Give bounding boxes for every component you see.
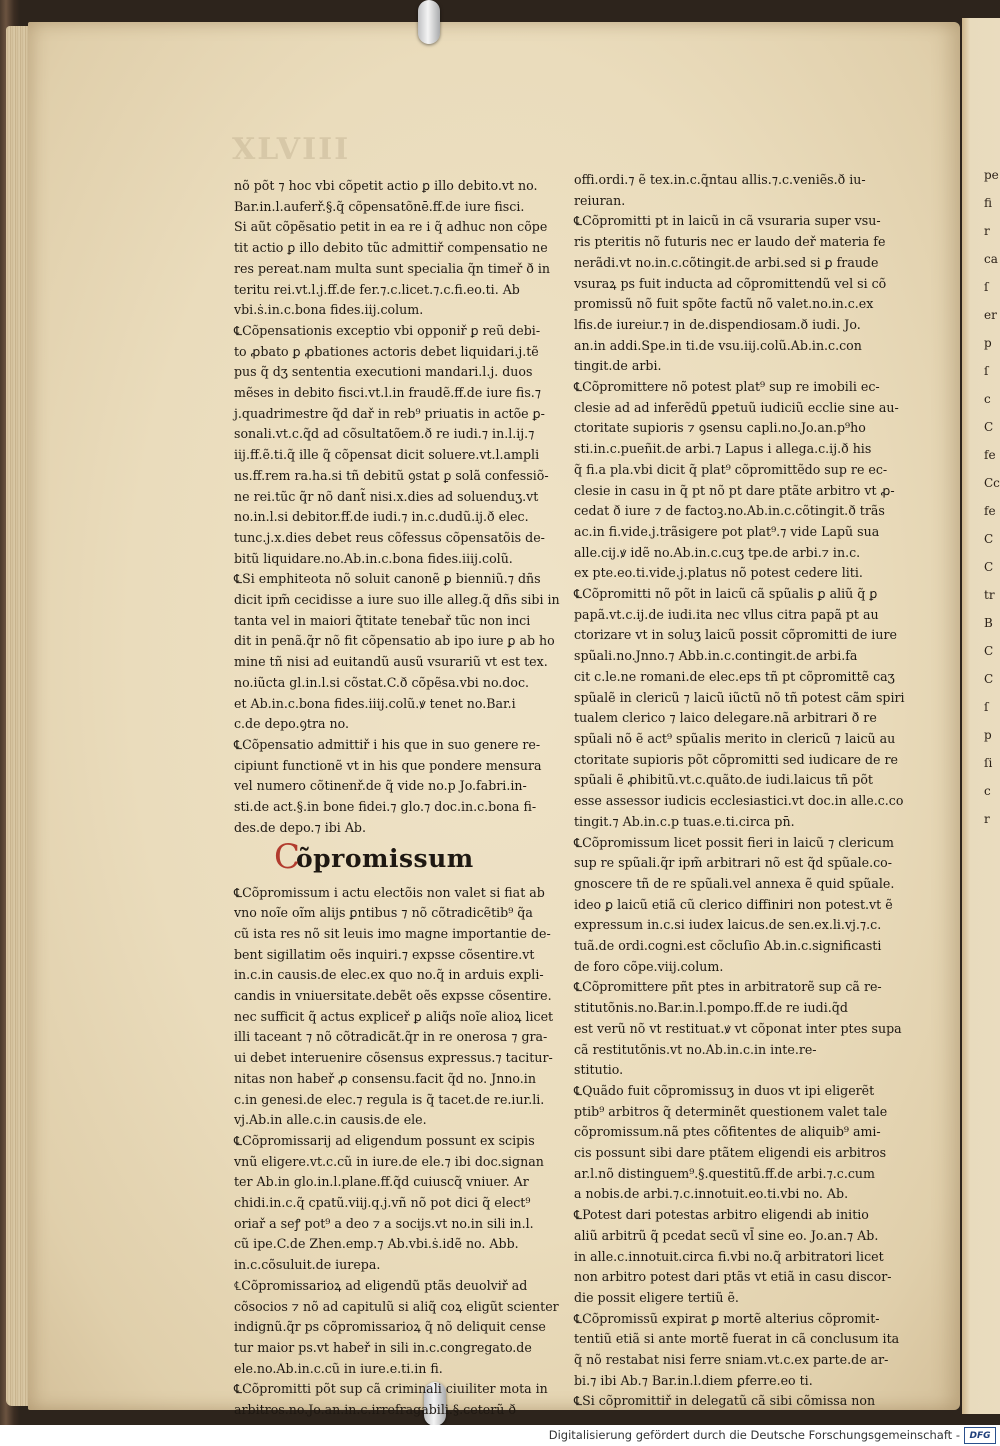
text-line: papã.vt.c.ij.de iudi.ita nec vllus citra papã pt au	[574, 606, 879, 622]
facing-page-fragment: fe	[984, 448, 996, 462]
text-line: cedat ð iure ⁊ de factoꝫ.no.Ab.in.c.cõtingit.ð trãs	[574, 503, 885, 519]
facing-page-fragment: ſ	[984, 280, 989, 294]
text-line: nerãdi.vt no.in.c.cõtingit.de arbi.sed si ꝑ fraude	[574, 254, 879, 270]
text-line: no.iũcta gl.in.l.si cõstat.C.ð cõpẽsa.vbi no.doc.	[234, 674, 530, 690]
text-line: j.quadrimestre q̃d dař in reb⁹ priuatis in actõe ꝑ-	[234, 405, 545, 421]
text-line: indignũ.q̃r ps cõpromissarioꝝ q̃ nõ deliquit cense	[234, 1319, 546, 1335]
text-line: spũalẽ in clericũ ⁊ laicũ iũctũ nõ tñ potest cãm spiri	[574, 689, 905, 705]
text-line: offi.ordi.⁊ ẽ tex.in.c.q̃ntau allis.⁊.c.veniẽs.ð iu-	[574, 172, 866, 187]
text-line: ℄Cõpromissũ expirat ꝑ mortẽ alterius cõpromit-	[574, 1310, 880, 1326]
text-line: sonali.vt.c.q̃d ad cõsultatõem.ð re iudi.⁊ in.l.ij.⁊	[234, 426, 535, 442]
text-line: ℄Si cõpromittiř in delegatũ cã sibi cõmissa non	[574, 1393, 876, 1409]
text-line: a nobis.de arbi.⁊.c.innotuit.eo.ti.vbi no. Ab.	[574, 1186, 849, 1202]
running-head-folio: XLVIII	[232, 132, 351, 167]
text-line: clesie in casu in q̃ pt nõ pt dare ptãte arbitro vt ꝓ-	[574, 482, 895, 498]
facing-page-fragment: tr	[984, 588, 995, 602]
facing-page-fragment: er	[984, 308, 997, 322]
left-column-lower-text	[234, 883, 559, 1421]
page-clip-top	[418, 0, 440, 44]
text-line: des.de depo.⁊ ibi Ab.	[234, 819, 366, 835]
text-line: ideo ꝑ laicũ etiã cũ clerico diffiniri non potest.vt ẽ	[574, 896, 893, 912]
text-line: ele.no.Ab.in.c.cũ in iure.e.ti.in fi.	[234, 1360, 443, 1376]
text-line: clesie ad ad inferẽdũ ꝑpetuũ iudiciũ ecclie sine au-	[574, 399, 899, 415]
text-line: ℄Cõpensationis exceptio vbi opponiř ꝑ reũ debi-	[234, 322, 541, 338]
text-line: q̃ fi.a pla.vbi dicit q̃ plat⁹ cõpromittẽdo sup re ec-	[574, 461, 888, 477]
left-text-column	[234, 176, 560, 1421]
text-line: sti.de act.§.in bone fidei.⁊ glo.⁊ doc.in.c.bona fi-	[234, 799, 537, 815]
text-line: tit actio ꝑ illo debito tũc admittiř compensatio ne	[234, 240, 548, 256]
text-line: c.de depo.ꝯtra no.	[234, 716, 349, 732]
facing-page-fragment: C	[984, 672, 994, 686]
text-line: cõsocios ⁊ nõ ad capitulũ si aliq̃ coꝝ eligũt scienter	[234, 1298, 559, 1314]
text-line: tingit.de arbi.	[574, 358, 662, 374]
text-line: mine tñ nisi ad euitandũ ausũ vsurariũ vt est tex.	[234, 654, 548, 670]
text-line: chidi.in.c.q̃ cpatũ.viij.q.j.vñ nõ pot dici q̃ elect⁹	[234, 1195, 531, 1211]
text-line: gnoscere tñ de re spũali.vel annexa ẽ quid spũale.	[574, 875, 895, 891]
facing-page-fragment: r	[984, 224, 990, 238]
text-line: esse assessor iudicis ecclesiastici.vt doc.in alle.c.co	[574, 793, 904, 809]
text-line: ℄Cõpromissarioꝝ ad eligendũ ptãs deuolviř ad	[234, 1277, 528, 1293]
text-line: spũali.no.Jnno.⁊ Abb.in.c.contingit.de arbi.fa	[574, 648, 858, 664]
facing-page-fragment: ſ	[984, 700, 989, 714]
text-line: expressum in.c.si iudex laicus.de sen.ex.li.vj.⁊.c.	[574, 917, 882, 933]
facing-page-fragment: p	[984, 336, 992, 350]
facing-page-fragment: B	[984, 616, 993, 630]
text-line: ℄Si emphiteota nõ soluit canonẽ ꝑ bienniũ.⁊ dñs	[234, 571, 541, 587]
text-line: nec sufficit q̃ actus expliceř ꝑ aliq̃s noĩe alioꝝ licet	[234, 1008, 554, 1024]
text-line: tualem clerico ⁊ laico delegare.nã arbitrari ð re	[574, 710, 877, 726]
text-line: iij.ff.ẽ.ti.q̃ ille q̃ cõpensat dicit soluere.vt.l.ampli	[234, 447, 540, 463]
left-column-upper-text	[234, 176, 560, 839]
facing-page-edge	[962, 18, 1000, 1414]
facing-page-fragment: c	[984, 784, 991, 798]
text-line: vsuraꝝ ps fuit inducta ad cõpromittendũ vel si cõ	[574, 275, 887, 291]
facing-page-fragment: ſi	[984, 756, 993, 770]
text-line: cõpromissum.nã ptes cõfitentes de aliquib⁹ ami-	[574, 1124, 881, 1140]
text-line: no.in.l.si debitor.ff.de iudi.⁊ in.c.dudũ.ij.ð elec.	[234, 509, 529, 525]
text-line: tingit.⁊ Ab.in.c.p tuas.e.ti.circa pn̄.	[574, 813, 795, 829]
text-line: teritu rei.vt.l.j.ff.de fer.⁊.c.licet.⁊.c.fi.eo.ti. Ab	[234, 281, 520, 297]
facing-page-fragment: p	[984, 728, 992, 742]
text-line: sup re spũali.q̃r ipm̃ arbitrari nõ est q̃d spũale.co-	[574, 855, 893, 871]
text-line: tuã.de ordi.cogni.est cõcluſio Ab.in.c.significasti	[574, 938, 882, 954]
text-line: ne rei.tũc q̃r nõ dant̃ nisi.x.dies ad soluenduʒ.vt	[234, 488, 539, 504]
facing-page-fragment: fi	[984, 196, 993, 210]
text-line: candis in vniuersitate.debẽt oẽs expsse cõsentire.	[234, 988, 552, 1004]
facing-page-fragment: C	[984, 560, 994, 574]
book-page-edges	[6, 26, 30, 1406]
facing-page-fragment: C	[984, 420, 994, 434]
text-line: cis possunt sibi dare ptãtem eligendi eis arbitros	[574, 1145, 887, 1161]
text-line: die possit eligere tertiũ ẽ.	[574, 1289, 739, 1305]
facing-page-fragment: C	[984, 644, 994, 658]
text-line: q̃ nõ restabat nisi ferre sniam.vt.c.ex parte.de ar-	[574, 1352, 889, 1368]
text-line: vj.Ab.in alle.c.in causis.de ele.	[234, 1112, 427, 1128]
text-line: c.in genesi.de elec.⁊ regula is q̃ tacet.de re.iur.li.	[234, 1091, 545, 1107]
text-line: ℄Cõpromittere pñt ptes in arbitratorẽ sup cã re-	[574, 979, 882, 995]
facing-page-fragment: pe	[984, 168, 999, 182]
text-line: ptib⁹ arbitros q̃ determinẽt questionem valet tale	[574, 1103, 888, 1119]
text-line: stitutõnis.no.Bar.in.l.pompo.ff.de re iudi.q̃d	[574, 1000, 848, 1016]
text-line: pus q̃ dʒ sententia executioni mandari.l.j. duos	[234, 364, 533, 380]
text-line: ℄Quãdo fuit cõpromissuʒ in duos vt ipi eligerẽt	[574, 1082, 875, 1098]
text-line: in alle.c.innotuit.circa fi.vbi no.q̃ arbitratori licet	[574, 1248, 884, 1264]
text-line: spũali ẽ ꝓhibitũ.vt.c.quãto.de iudi.laicus tñ põt	[574, 772, 873, 788]
text-line: cipiunt functionẽ vt in his que pondere mensura	[234, 757, 542, 773]
text-line: alle.cij.ꝟ idẽ no.Ab.in.c.cuʒ tpe.de arbi.⁊ in.c.	[574, 544, 861, 560]
text-line: cã restitutõnis.vt no.Ab.in.c.in inte.re-	[574, 1041, 817, 1057]
text-line: vbi.ṡ.in.c.bona fides.iij.colum.	[234, 302, 424, 318]
text-line: tur maior ps.vt habeř in sili in.c.congregato.de	[234, 1339, 532, 1355]
text-line: ac.in fi.vide.j.trãsigere pot plat⁹.⁊ vide Lapũ sua	[574, 523, 880, 539]
text-line: nitas non habeř ꝓ consensu.facit q̃d no. Jnno.in	[234, 1070, 536, 1086]
text-line: ris pteritis nõ futuris nec er laudo deř materia fe	[574, 234, 886, 250]
text-line: ℄Cõpromitti pt in laicũ in cã vsuraria super vsu-	[574, 213, 881, 229]
text-line: cit c.le.ne romani.de elec.eps tñ pt cõpromittẽ caʒ	[574, 668, 895, 684]
text-line: lfis.de iureiur.⁊ in de.dispendiosam.ð iudi. Jo.	[574, 316, 861, 332]
footer-bar	[0, 1425, 1000, 1446]
facing-page-fragment: ca	[984, 252, 998, 266]
text-line: bitũ liquidare.no.Ab.in.c.bona fides.iiij.colũ.	[234, 550, 513, 566]
text-line: to ꝓbato ꝑ ꝓbationes actoris debet liquidari.j.tẽ	[234, 343, 539, 359]
text-line: ℄Potest dari potestas arbitro eligendi ab initio	[574, 1207, 869, 1223]
text-line: an.in addi.Spe.in ti.de vsu.iij.colũ.Ab.in.c.con	[574, 337, 862, 353]
text-line: Si aũt cõpẽsatio petit in ea re i q̃ adhuc non cõpe	[234, 219, 548, 235]
text-line: ctoritate supioris põt cõpromitti sed iudicare de re	[574, 751, 898, 767]
text-line: mẽses in debito fisci.vt.l.in fraudẽ.ff.de iure fis.⁊	[234, 385, 542, 401]
text-line: arbitros.no.Jo.an.in.c.irrefragabili.§.ceterũ ð	[234, 1402, 516, 1418]
footer-funding-note: Digitalisierung gefördert durch die Deutsche Forschungsgemeinschaft -	[548, 1428, 960, 1442]
text-line: ctoritate supioris ⁊ ꝯsensu capli.no.Jo.an.p⁹ho	[574, 420, 866, 436]
facing-page-fragment: Cc	[984, 476, 1000, 490]
text-line: ℄Cõpensatio admittiř i his que in suo genere re-	[234, 736, 541, 752]
text-line: in.c.in causis.de elec.ex quo no.q̃ in arduis expli-	[234, 967, 544, 983]
text-line: tanta vel in maiori q̃titate tenebař tũc non inci	[234, 612, 531, 628]
text-line: Bar.in.l.auferř.§.q̃ cõpensatõnē.ff.de iure fisci.	[234, 198, 525, 214]
text-line: ℄Cõpromissum licet possit fieri in laicũ ⁊ clericum	[574, 834, 894, 850]
text-line: vno noĩe oĩm alijs ꝑntibus ⁊ nõ cõtradicẽtib⁹ q̃a	[234, 905, 533, 921]
text-line: spũali nõ ẽ act⁹ spũalis merito in clericũ ⁊ laicũ au	[574, 730, 896, 746]
text-line: aliũ arbitrũ q̃ pcedat secũ vl̄ sine eo. Jo.an.⁊ Ab.	[574, 1227, 879, 1243]
text-line: promissũ nõ fuit spõte factũ nõ valet.no.in.c.ex	[574, 296, 874, 312]
text-line: ui debet interuenire cõsensus expressus.⁊ tacitur-	[234, 1050, 553, 1066]
section-heading-text: õpromissum	[296, 843, 474, 873]
text-line: stitutio.	[574, 1062, 624, 1078]
text-line: nõ põt ⁊ hoc vbi cõpetit actio ꝑ illo debito.vt no.	[234, 178, 538, 193]
text-line: ℄Cõpromissum i actu electõis non valet si fiat ab	[234, 884, 545, 900]
text-line: in.c.cõsuluit.de iurepa.	[234, 1257, 381, 1273]
facing-page-fragment: c	[984, 392, 991, 406]
text-line: cũ ista res nõ sit leuis imo magne importantie de-	[234, 925, 551, 941]
facing-page-fragment: fe	[984, 504, 996, 518]
text-line: sti.in.c.pueñit.de arbi.⁊ Lapus i allega.c.ij.ð his	[574, 441, 872, 457]
text-line: ℄Cõpromissarij ad eligendum possunt ex scipis	[234, 1132, 535, 1148]
dfg-logo-text: DFG	[969, 1430, 991, 1441]
rubricated-initial: C	[274, 836, 301, 877]
text-line: ex pte.eo.ti.vide.j.platus nõ potest cedere liti.	[574, 565, 863, 581]
text-line: ℄Cõpromitti põt sup cã criminali ciuiliter mota in	[234, 1381, 548, 1397]
text-line: est verũ nõ vt restituat.ꝟ vt cõponat inter ptes supa	[574, 1020, 902, 1036]
text-line: vnũ eligere.vt.c.cũ in iure.de ele.⁊ ibi doc.signan	[234, 1153, 544, 1169]
text-line: cũ ipe.C.de Zhen.emp.⁊ Ab.vbi.ṡ.idẽ no. Abb.	[234, 1236, 519, 1252]
text-line: ter Ab.in glo.in.l.plane.ff.q̃d cuiuscq̃ vniuer. Ar	[234, 1174, 529, 1190]
text-line: de foro cõpe.viij.colum.	[574, 958, 724, 974]
text-line: dit in penã.q̃r nõ fit cõpensatio ab ipo iure ꝑ ab ho	[234, 633, 555, 649]
facing-page-fragment: ſ	[984, 364, 989, 378]
text-line: illi taceant ⁊ nõ cõtradicãt.q̃r in re onerosa ⁊ gra-	[234, 1029, 548, 1045]
text-line: ℄Cõpromitti nõ põt in laicũ cã spũalis ꝑ aliũ q̃ ꝑ	[574, 586, 878, 602]
text-line: tunc.j.x.dies debet reus cõfessus cõpensatõis de-	[234, 529, 545, 545]
text-line: et Ab.in.c.bona fides.iiij.colũ.ꝟ tenet no.Bar.i	[234, 695, 516, 711]
text-line: bent sigillatim oẽs inquiri.⁊ expsse cõsentire.vt	[234, 946, 535, 962]
text-line: reiuran.	[574, 192, 626, 208]
section-heading-compromissum	[274, 836, 546, 879]
text-line: us.ff.rem ra.ha.si tñ debitũ ꝯstat ꝑ solã confessiõ-	[234, 467, 549, 483]
text-line: res pereat.nam multa sunt specialia q̃n timeř ð in	[234, 260, 551, 276]
text-line: dicit ipm̃ cecidisse a iure suo ille alleg.q̃ dñs sibi in	[234, 592, 560, 608]
facing-page-fragment: r	[984, 812, 990, 826]
text-line: oriař a seꝭ pot⁹ a deo ⁊ a socijs.vt no.in sili in.l.	[234, 1215, 534, 1231]
text-line: non arbitro potest dari ptãs vt etiã in casu discor-	[574, 1269, 892, 1285]
text-line: ar.l.nõ distinguem⁹.§.questitũ.ff.de arbi.⁊.c.cum	[574, 1165, 875, 1181]
text-line: ℄Cõpromittere nõ potest plat⁹ sup re imobili ec-	[574, 379, 880, 395]
right-text-column	[574, 170, 904, 1412]
facing-page-fragment: C	[984, 532, 994, 546]
text-line: vel numero cõtinenř.de q̃ vide no.p Jo.fabri.in-	[234, 778, 527, 794]
dfg-logo	[964, 1427, 996, 1444]
text-line: bi.⁊ ibi Ab.⁊ Bar.in.l.diem ꝑferre.eo ti.	[574, 1372, 813, 1388]
right-column-text	[574, 170, 904, 1412]
text-line: ctorizare vt in soluʒ laicũ possit cõpromitti de iure	[574, 627, 897, 643]
text-line: tentiũ etiã si ante mortẽ fuerat in cã conclusum ita	[574, 1331, 900, 1347]
